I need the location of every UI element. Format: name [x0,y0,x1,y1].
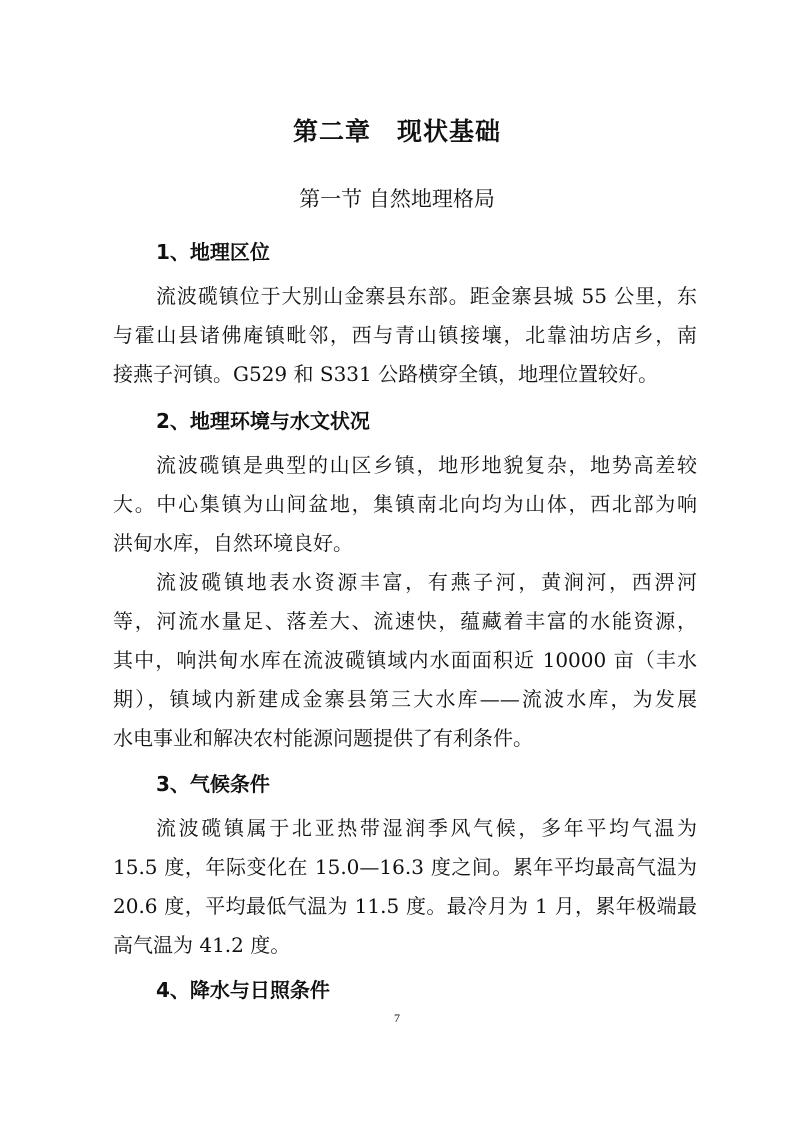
paragraph-line: 高气温为 41.2 度。 [113,933,291,957]
heading-geographic-location: 1、地理区位 [156,240,270,264]
paragraph-line: 15.5 度，年际变化在 15.0—16.3 度之间。累年平均最高气温为 [113,855,697,879]
paragraph-line: 洪甸水库，自然环境良好。 [113,531,353,555]
paragraph-line: 等，河流水量足、落差大、流速快，蕴藏着丰富的水能资源， [113,609,697,633]
paragraph-line: 接燕子河镇。G529 和 S331 公路横穿全镇，地理位置较好。 [113,362,659,386]
heading-precipitation-sunshine: 4、降水与日照条件 [156,978,330,1002]
paragraph-line: 大。中心集镇为山间盆地，集镇南北向均为山体，西北部为响 [113,492,697,516]
paragraph-line: 期），镇域内新建成金寨县第三大水库——流波水库，为发展 [113,687,697,711]
heading-environment-hydrology: 2、地理环境与水文状况 [156,409,370,433]
chapter-title: 第二章 现状基础 [292,117,501,146]
section-title: 第一节 自然地理格局 [299,187,495,211]
heading-climate: 3、气候条件 [156,772,270,796]
paragraph-line: 流波𬒗镇是典型的山区乡镇，地形地貌复杂，地势高差较 [156,453,697,477]
paragraph-line: 流波𬒗镇位于大别山金寨县东部。距金寨县城 55 公里，东 [156,284,697,308]
paragraph-line: 流波𬒗镇地表水资源丰富，有燕子河，黄涧河，西淠河 [156,570,697,594]
paragraph-line: 与霍山县诸佛庵镇毗邻，西与青山镇接壤，北靠油坊店乡，南 [113,323,697,347]
paragraph-line: 流波𬒗镇属于北亚热带湿润季风气候，多年平均气温为 [156,816,697,840]
page-number: 7 [394,1011,400,1025]
paragraph-line: 20.6 度，平均最低气温为 11.5 度。最冷月为 1 月，累年极端最 [113,894,697,918]
paragraph-line: 其中，响洪甸水库在流波𬒗镇域内水面面积近 10000 亩（丰水 [113,648,697,672]
paragraph-line: 水电事业和解决农村能源问题提供了有利条件。 [113,726,533,750]
